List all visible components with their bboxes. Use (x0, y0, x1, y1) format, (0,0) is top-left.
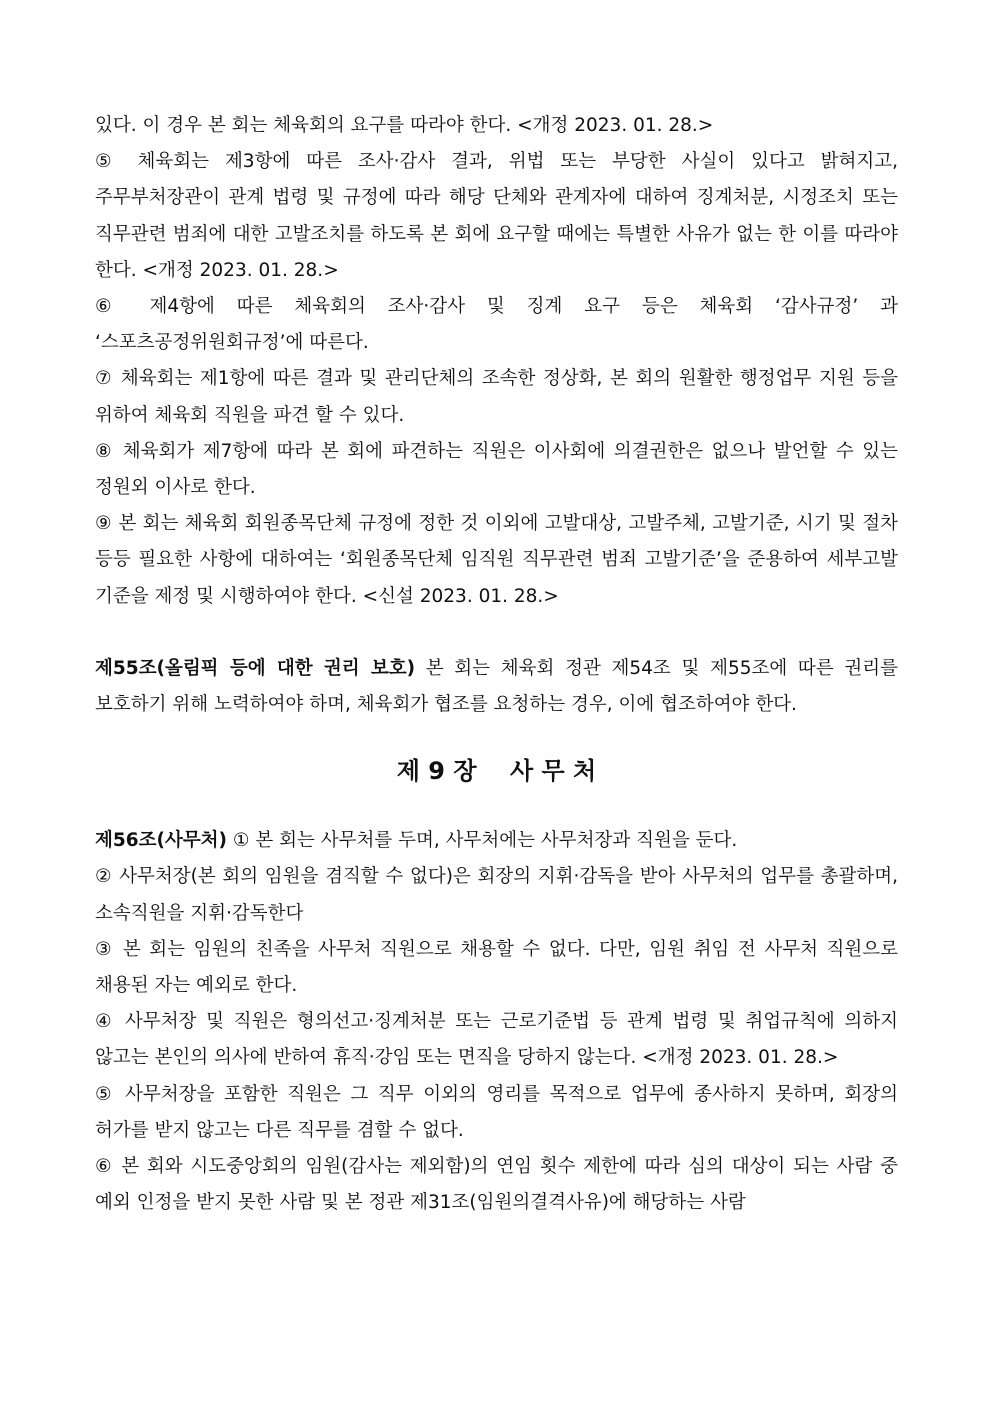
spacer (95, 615, 898, 651)
article-55 (95, 651, 898, 723)
clause-7: ⑦ 체육회는 제1항에 따른 결과 및 관리단체의 조속한 정상화, 본 회의 원활한 행정업무 지원 등을 위하여 체육회 직원을 파견 할 수 있다. (95, 368, 898, 426)
document-page (95, 108, 898, 1221)
article-55-body: 본 회는 체육회 정관 제54조 및 제55조에 따른 권리를 보호하기 위해 노력하여야 하며, 체육회가 협조를 요청하는 경우, 이에 협조하여야 한다. (95, 657, 898, 716)
paragraph-continuation: 있다. 이 경우 본 회는 체육회의 요구를 따라야 한다. <개정 2023. 01. 28.> (95, 115, 714, 136)
section-article54-continuation (95, 108, 898, 615)
article-56-clause-2: ② 사무처장(본 회의 임원을 겸직할 수 없다)은 회장의 지휘·감독을 받아 사무처의 업무를 총괄하며, 소속직원을 지휘·감독한다 (95, 866, 898, 924)
article-56-heading: 제56조(사무처) (95, 830, 228, 852)
article-56-clause-5: ⑤ 사무처장을 포함한 직원은 그 직무 이외의 영리를 목적으로 업무에 종사하지 못하며, 회장의 허가를 받지 않고는 다른 직무를 겸할 수 없다. (95, 1083, 898, 1141)
clause-5: ⑤ 체육회는 제3항에 따른 조사·감사 결과, 위법 또는 부당한 사실이 있다고 밝혀지고, 주무부처장관이 관계 법령 및 규정에 따라 해당 단체와 관계자에 대하여 징계처분, 시정조치 또는 직무관련 범죄에 대한 고발조치를 하도록 본 회에 요구할 때에는 특별한 사유가 없는 한 이를 따라야 한다. <개정 2023. 01. 28.> (95, 151, 898, 281)
article-55-heading: 제55조(올림픽 등에 대한 권리 보호) (95, 657, 416, 679)
chapter-title: 제 9 장 사 무 처 (396, 757, 597, 786)
article-56-clause-3: ③ 본 회는 임원의 친족을 사무처 직원으로 채용할 수 없다. 다만, 임원 취임 전 사무처 직원으로 채용된 자는 예외로 한다. (95, 938, 898, 997)
clause-9: ⑨ 본 회는 체육회 회원종목단체 규정에 정한 것 이외에 고발대상, 고발주체, 고발기준, 시기 및 절차 등등 필요한 사항에 대하여는 ‘회원종목단체 임직원 직무관련 범죄 고발기준’을 준용하여 세부고발 기준을 제정 및 시행하여야 한다. <신설 2023. 01. 28.> (95, 513, 898, 607)
article-56-clause-1: ① 본 회는 사무처를 두며, 사무처에는 사무처장과 직원을 둔다. (227, 830, 738, 852)
clause-8: ⑧ 체육회가 제7항에 따라 본 회에 파견하는 직원은 이사회에 의결권한은 없으나 발언할 수 있는 정원외 이사로 한다. (95, 440, 898, 499)
clause-6: ⑥ 제4항에 따른 체육회의 조사·감사 및 징계 요구 등은 체육회 ‘감사규정’ 과 ‘스포츠공정위원회규정’에 따른다. (95, 296, 898, 354)
article-56-clause-6: ⑥ 본 회와 시도중앙회의 임원(감사는 제외함)의 연임 횟수 제한에 따라 심의 대상이 되는 사람 중 예외 인정을 받지 못한 사람 및 본 정관 제31조(임원의결격사유)에 해당하는 사람 (95, 1156, 898, 1214)
article-56-clause-4: ④ 사무처장 및 직원은 형의선고·징계처분 또는 근로기준법 등 관계 법령 및 취업규칙에 의하지 않고는 본인의 의사에 반하여 휴직·강임 또는 면직을 당하지 않는다. <개정 2023. 01. 28.> (95, 1011, 898, 1069)
article-56 (95, 823, 898, 859)
